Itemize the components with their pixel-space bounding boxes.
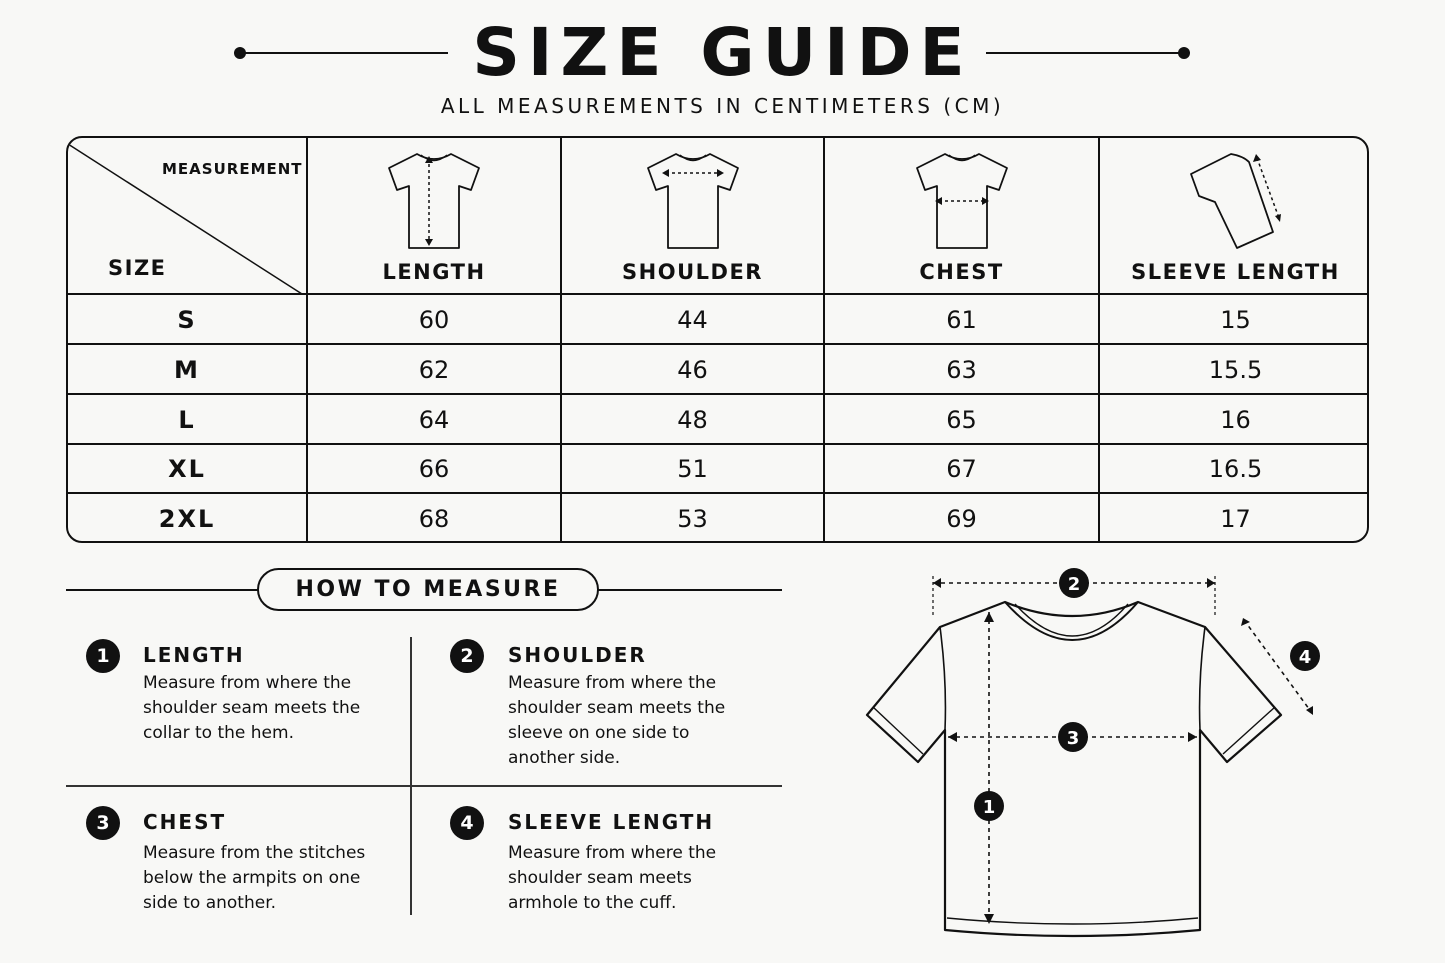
sleeve-cell: 17 — [1220, 505, 1251, 533]
marker-2-label: 2 — [1067, 574, 1081, 595]
step-number-badge: 2 — [450, 639, 484, 673]
steps-vertical-divider — [410, 637, 412, 915]
page-subtitle: ALL MEASUREMENTS IN CENTIMETERS (CM) — [440, 94, 1005, 118]
header-length-label: LENGTH — [382, 260, 486, 284]
size-cell: 2XL — [158, 505, 216, 533]
step-number-badge: 1 — [86, 639, 120, 673]
how-to-left-rule — [66, 589, 258, 591]
header-chest-label: CHEST — [919, 260, 1004, 284]
length-cell: 60 — [418, 306, 450, 334]
step-description: Measure from where the shoulder seam meets the collar to the hem. — [143, 673, 361, 743]
chest-cell: 69 — [946, 505, 977, 533]
marker-4-label: 4 — [1298, 647, 1312, 668]
marker-3-label: 3 — [1066, 728, 1080, 749]
marker-1 — [974, 791, 1004, 821]
size-table — [66, 136, 1369, 543]
chest-cell: 65 — [946, 406, 977, 434]
shoulder-cell: 51 — [677, 455, 708, 483]
step-number-badge: 3 — [86, 806, 120, 840]
sleeve-cell: 15 — [1220, 306, 1251, 334]
marker-4 — [1290, 641, 1320, 671]
header-sleeve — [1100, 138, 1369, 294]
length-cell: 64 — [418, 406, 450, 434]
title-right-dot — [1178, 47, 1190, 59]
step-title: CHEST — [143, 810, 227, 834]
step-number-badge: 4 — [450, 806, 484, 840]
length-cell: 68 — [418, 505, 450, 533]
length-cell: 62 — [418, 356, 450, 384]
chest-cell: 67 — [946, 455, 977, 483]
shoulder-cell: 48 — [677, 406, 708, 434]
corner-cell — [68, 138, 306, 294]
size-cell: XL — [168, 455, 206, 483]
sleeve-cell: 16 — [1220, 406, 1251, 434]
size-cell: M — [174, 356, 200, 384]
shoulder-cell: 46 — [677, 356, 708, 384]
step-description: Measure from where the shoulder seam meets armhole to the cuff. — [508, 843, 717, 913]
corner-measurement-label: MEASUREMENT — [162, 160, 303, 178]
sleeve-cell: 16.5 — [1208, 455, 1263, 483]
header-shoulder-label: SHOULDER — [622, 260, 763, 284]
step-description: Measure from the stitches below the armpits on one side to another. — [143, 843, 366, 913]
step-title: SHOULDER — [508, 643, 647, 667]
steps-horizontal-divider — [66, 785, 782, 787]
header-chest — [825, 138, 1098, 294]
length-cell: 66 — [418, 455, 450, 483]
sleeve-cell: 15.5 — [1208, 356, 1263, 384]
marker-2 — [1059, 568, 1089, 598]
tshirt-length-icon — [308, 146, 560, 252]
tshirt-shoulder-icon — [562, 146, 823, 252]
step-title: LENGTH — [143, 643, 245, 667]
tshirt-sleeve-icon — [1100, 146, 1369, 252]
chest-cell: 63 — [946, 356, 977, 384]
shoulder-cell: 53 — [677, 505, 708, 533]
chest-cell: 61 — [946, 306, 977, 334]
shoulder-cell: 44 — [677, 306, 708, 334]
corner-size-label: SIZE — [108, 256, 167, 280]
marker-1-label: 1 — [982, 797, 996, 818]
header — [0, 10, 1445, 90]
tshirt-chest-icon — [825, 146, 1098, 252]
marker-3 — [1058, 722, 1088, 752]
step-title: SLEEVE LENGTH — [508, 810, 715, 834]
how-to-measure-heading: HOW TO MEASURE — [257, 568, 599, 611]
how-to-right-rule — [598, 589, 782, 591]
tshirt-measurement-diagram — [855, 560, 1325, 954]
header-length — [308, 138, 560, 294]
header-sleeve-label: SLEEVE LENGTH — [1131, 260, 1340, 284]
size-cell: S — [177, 306, 197, 334]
title-right-rule — [986, 52, 1184, 54]
page-title: SIZE GUIDE — [472, 14, 973, 91]
size-cell: L — [178, 406, 196, 434]
header-shoulder — [562, 138, 823, 294]
step-description: Measure from where the shoulder seam meets the sleeve on one side to another side. — [508, 673, 726, 768]
